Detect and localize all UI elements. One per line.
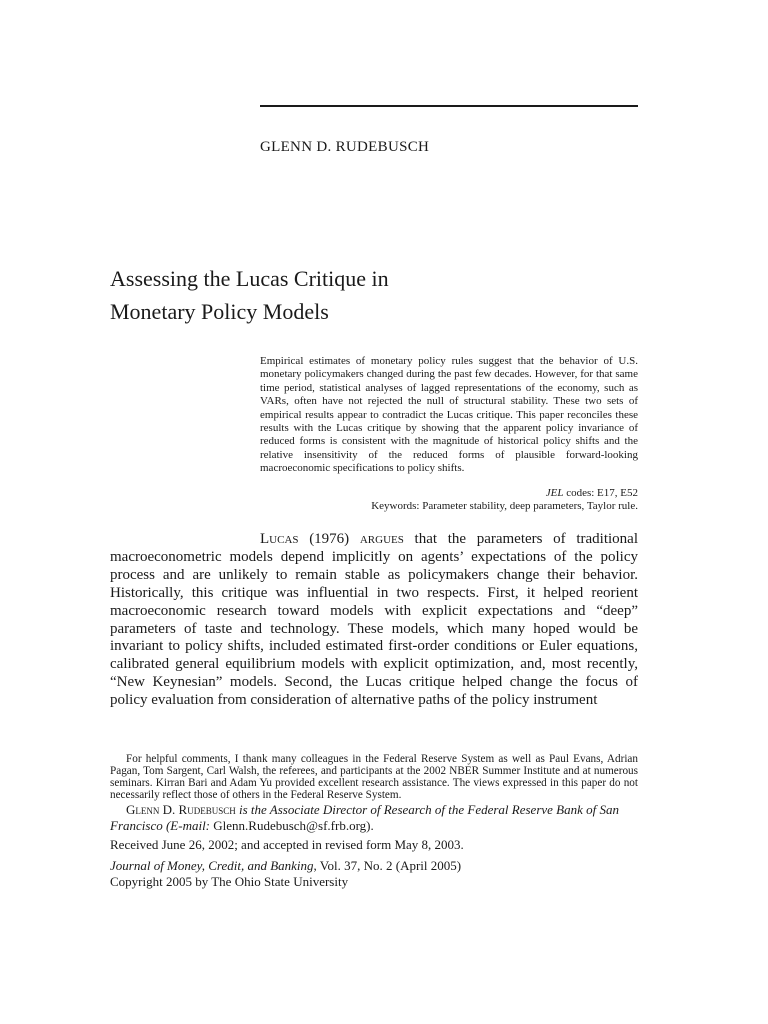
affiliation-text: is the Associate Director of Research of the Federal Reserve Bank of San Francisco ( (110, 802, 619, 833)
lead-verb: argues (359, 531, 404, 547)
header-rule (260, 105, 638, 107)
acknowledgment-footnote: For helpful comments, I thank many colleagues in the Federal Reserve System as well as Paul Evans, Adrian Pagan, Tom Sargent, Carl Walsh, the referees, and participants at the 2002 NBER Summer Institute and at numerous seminars. Kirran Bari and Adam Yu provided excellent research assistance. The views expressed in this paper do not necessarily reflect those of others in the Federal Reserve System. (110, 753, 638, 801)
paper-title-line-1: Assessing the Lucas Critique in (110, 266, 389, 291)
author-affiliation (110, 802, 638, 834)
affiliation-name: Glenn D. Rudebusch (126, 802, 236, 817)
journal-citation (110, 858, 461, 874)
journal-volume: , Vol. 37, No. 2 (April 2005) (313, 858, 462, 873)
running-head-author: GLENN D. RUDEBUSCH (260, 139, 430, 155)
paper-title (110, 262, 650, 328)
journal-name: Journal of Money, Credit, and Banking (110, 858, 314, 873)
jel-label: JEL (545, 487, 564, 499)
email-label: E-mail: (170, 818, 211, 833)
body-text: that the parameters of traditional macroeconometric models depend implicitly on agents’ expectations of the policy process and are unlikely to remain stable as policymakers change their behavior. Historically, this critique was influential in two respects. First, it helped reorient macroeconomic research toward models with explicit expectations and “deep” parameters of taste and technology. These models, which many hoped would be invariant to policy shifts, included estimated first-order conditions or Euler equations, calibrated general equilibrium models with explicit optimization, and, most recently, “New Keynesian” models. Second, the Lucas critique helped change the focus of policy evaluation from consideration of alternative paths of the policy instrument (110, 531, 638, 709)
affiliation-end: ). (366, 818, 374, 833)
jel-codes (260, 487, 638, 500)
paper-title-line-2: Monetary Policy Models (110, 299, 329, 324)
body-paragraph (110, 531, 638, 710)
email-address: Glenn.Rudebusch@sf.frb.org (210, 818, 367, 833)
lead-year: (1976) (298, 531, 360, 547)
abstract: Empirical estimates of monetary policy rules suggest that the behavior of U.S. monetary policymakers changed during the past few decades. However, for that same time period, statistical analyses of lagged representations of the economy, such as VARs, often have not rejected the null of structural stability. These two sets of empirical results appear to contradict the Lucas critique. This paper reconciles these results with the Lucas critique by showing that the apparent policy invariance of reduced forms is consistent with the magnitude of historical policy shifts and the relative insensitivity of the reduced forms of plausible forward-looking macroeconomic specifications to policy shifts. (260, 355, 638, 475)
keywords: Keywords: Parameter stability, deep parameters, Taylor rule. (371, 500, 638, 512)
received-dates: Received June 26, 2002; and accepted in revised form May 8, 2003. (110, 837, 464, 852)
lead-author: Lucas (260, 531, 299, 547)
jel-code-values: codes: E17, E52 (563, 487, 638, 499)
copyright: Copyright 2005 by The Ohio State University (110, 874, 349, 889)
